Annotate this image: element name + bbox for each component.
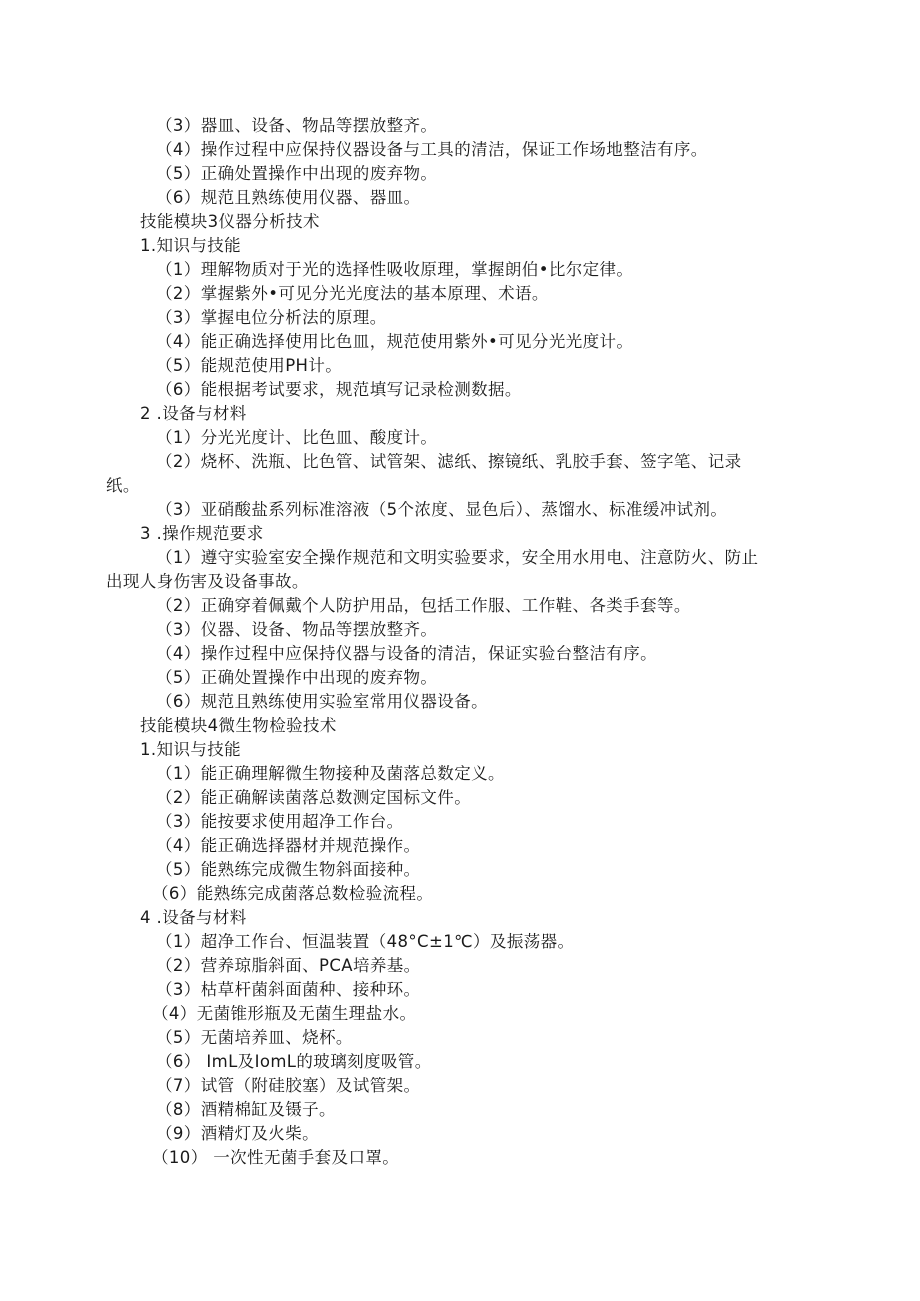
text-line: 3 .操作规范要求 <box>140 524 264 543</box>
text-line: （1）遵守实验室安全操作规范和文明实验要求，安全用水用电、注意防火、防止 <box>156 548 759 567</box>
text-line: （3）仪器、设备、物品等摆放整齐。 <box>156 620 438 639</box>
text-line: 1.知识与技能 <box>140 236 242 255</box>
text-line: （4）操作过程中应保持仪器设备与工具的清洁，保证工作场地整洁有序。 <box>156 140 708 159</box>
text-line: （4）操作过程中应保持仪器与设备的清洁，保证实验台整洁有序。 <box>156 644 657 663</box>
text-line: （1）超净工作台、恒温装置（48°C±1℃）及振荡器。 <box>156 932 575 951</box>
text-line: （3）器皿、设备、物品等摆放整齐。 <box>156 116 438 135</box>
text-line: 1.知识与技能 <box>140 740 242 759</box>
text-line: （3）能按要求使用超净工作台。 <box>156 812 404 831</box>
text-line: （10） 一次性无菌手套及口罩。 <box>152 1148 400 1167</box>
text-line: 2 .设备与材料 <box>140 404 247 423</box>
text-line: （4）能正确选择器材并规范操作。 <box>156 836 421 855</box>
text-line: （1）能正确理解微生物接种及菌落总数定义。 <box>156 764 505 783</box>
text-line: （6）规范且熟练使用实验室常用仪器设备。 <box>156 692 488 711</box>
text-line: （9）酒精灯及火柴。 <box>156 1124 319 1143</box>
text-line: （2）营养琼脂斜面、PCA培养基。 <box>156 956 421 975</box>
text-line: （6）能熟练完成菌落总数检验流程。 <box>152 884 434 903</box>
text-line: （5）无菌培养皿、烧杯。 <box>156 1028 353 1047</box>
text-line: （1）分光光度计、比色皿、酸度计。 <box>156 428 438 447</box>
text-line: （2）烧杯、洗瓶、比色管、试管架、滤纸、擦镜纸、乳胶手套、签字笔、记录 <box>156 452 742 471</box>
text-line: （5）能熟练完成微生物斜面接种。 <box>156 860 421 879</box>
text-line: 4 .设备与材料 <box>140 908 247 927</box>
text-line: 出现人身伤害及设备事故。 <box>106 572 309 591</box>
text-line: （6）能根据考试要求，规范填写记录检测数据。 <box>156 380 522 399</box>
text-line: （2）掌握紫外•可见分光光度法的基本原理、术语。 <box>156 284 549 303</box>
text-line: 技能模块4微生物检验技术 <box>140 716 337 735</box>
document-body <box>0 114 920 1170</box>
text-line: （3）亚硝酸盐系列标准溶液（5个浓度、显色后）、蒸馏水、标准缓冲试剂。 <box>156 500 728 519</box>
text-line: （4）能正确选择使用比色皿，规范使用紫外•可见分光光度计。 <box>156 332 634 351</box>
text-line: （3）掌握电位分析法的原理。 <box>156 308 387 327</box>
text-line: 纸。 <box>106 476 140 495</box>
text-line: （7）试管（附硅胶塞）及试管架。 <box>156 1076 421 1095</box>
text-line: （5）正确处置操作中出现的废弃物。 <box>156 668 438 687</box>
text-line: （2）能正确解读菌落总数测定国标文件。 <box>156 788 472 807</box>
text-line: （5）能规范使用PH计。 <box>156 356 343 375</box>
text-line: （4）无菌锥形瓶及无菌生理盐水。 <box>152 1004 417 1023</box>
text-line: （3）枯草杆菌斜面菌种、接种环。 <box>156 980 421 999</box>
text-line: 技能模块3仪器分析技术 <box>140 212 320 231</box>
text-line: （1）理解物质对于光的选择性吸收原理，掌握朗伯•比尔定律。 <box>156 260 634 279</box>
text-line: （6）规范且熟练使用仪器、器皿。 <box>156 188 421 207</box>
text-line: （6） ImL及IomL的玻璃刻度吸管。 <box>156 1052 432 1071</box>
text-line: （5）正确处置操作中出现的废弃物。 <box>156 164 438 183</box>
document-page <box>0 114 920 1170</box>
text-line: （2）正确穿着佩戴个人防护用品，包括工作服、工作鞋、各类手套等。 <box>156 596 691 615</box>
text-line: （8）酒精棉缸及镊子。 <box>156 1100 336 1119</box>
